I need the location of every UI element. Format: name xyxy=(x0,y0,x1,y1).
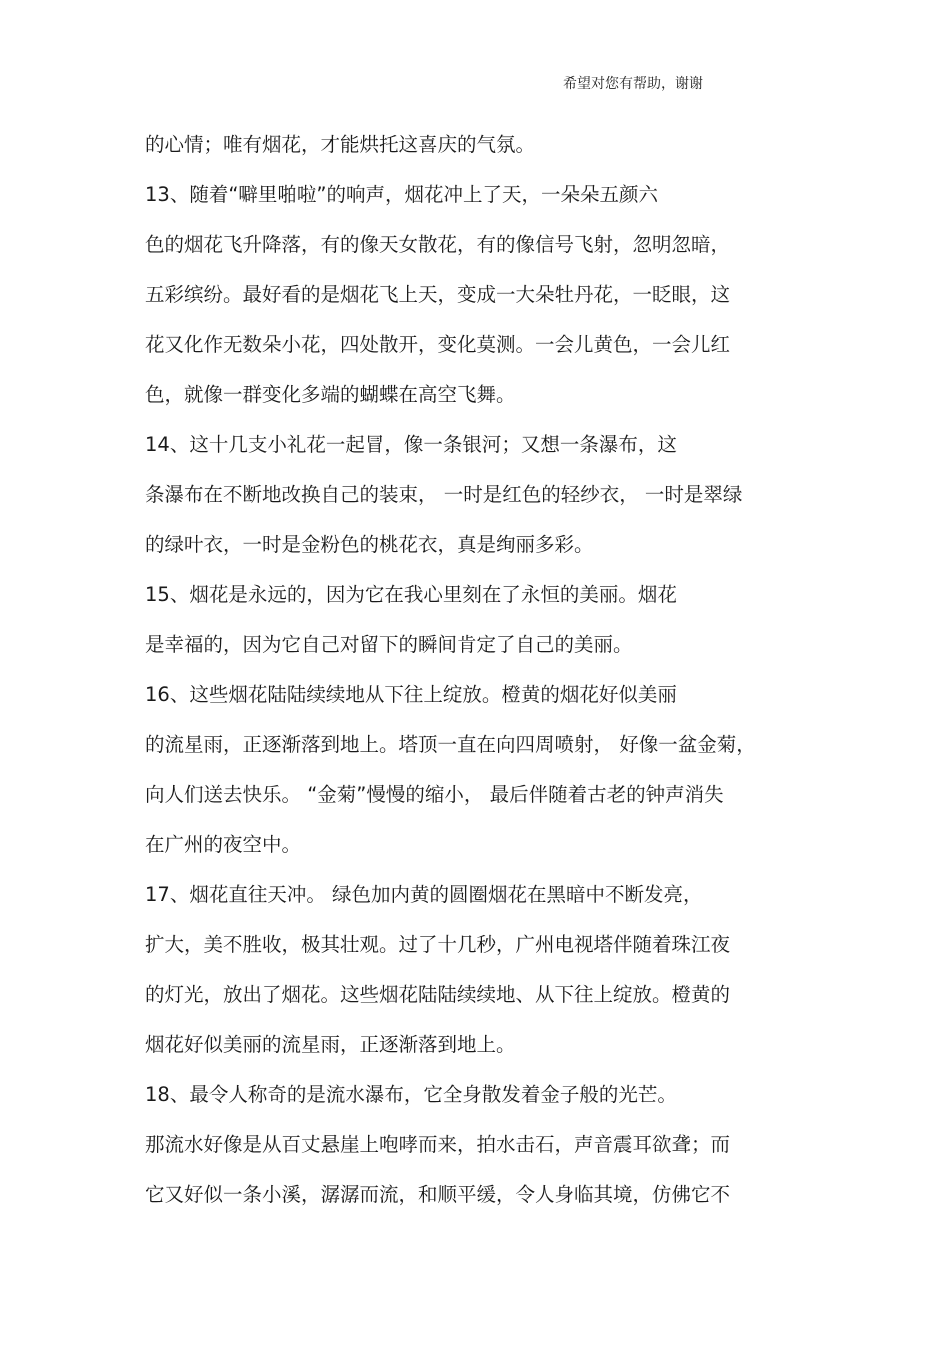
text-line: 烟花好似美丽的流星雨，正逐渐落到地上。 xyxy=(145,1033,516,1056)
text-line: 14、这十几支小礼花一起冒，像一条银河；又想一条瀑布，这 xyxy=(145,433,677,456)
text-line: 它又好似一条小溪，潺潺而流，和顺平缓，令人身临其境，仿佛它不 xyxy=(145,1183,731,1206)
text-line: 向人们送去快乐。 “金菊”慢慢的缩小， 最后伴随着古老的钟声消失 xyxy=(145,783,724,806)
text-line: 那流水好像是从百丈悬崖上咆哮而来，拍水击石，声音震耳欲聋；而 xyxy=(145,1133,731,1156)
text-line: 五彩缤纷。最好看的是烟花飞上天，变成一大朵牡丹花，一眨眼，这 xyxy=(145,283,731,306)
text-line: 色，就像一群变化多端的蝴蝶在高空飞舞。 xyxy=(145,383,516,406)
text-line: 的灯光，放出了烟花。这些烟花陆陆续续地、从下往上绽放。橙黄的 xyxy=(145,983,731,1006)
text-line: 的流星雨，正逐渐落到地上。塔顶一直在向四周喷射， 好像一盆金菊， xyxy=(145,733,756,756)
text-line: 花又化作无数朵小花，四处散开，变化莫测。一会儿黄色，一会儿红 xyxy=(145,333,731,356)
text-line: 18、最令人称奇的是流水瀑布，它全身散发着金子般的光芒。 xyxy=(145,1083,677,1106)
text-line: 13、随着“噼里啪啦”的响声，烟花冲上了天，一朵朵五颜六 xyxy=(145,183,659,206)
text-line: 15、烟花是永远的，因为它在我心里刻在了永恒的美丽。烟花 xyxy=(145,583,677,606)
text-line: 色的烟花飞升降落，有的像天女散花，有的像信号飞射，忽明忽暗， xyxy=(145,233,731,256)
text-line: 在广州的夜空中。 xyxy=(145,833,302,856)
header-note: 希望对您有帮助，谢谢 xyxy=(563,76,703,92)
text-line: 扩大，美不胜收，极其壮观。过了十几秒，广州电视塔伴随着珠江夜 xyxy=(145,933,731,956)
text-line: 是幸福的，因为它自己对留下的瞬间肯定了自己的美丽。 xyxy=(145,633,633,656)
text-line: 的绿叶衣，一时是金粉色的桃花衣，真是绚丽多彩。 xyxy=(145,533,594,556)
text-line: 17、烟花直往天冲。 绿色加内黄的圆圈烟花在黑暗中不断发亮， xyxy=(145,883,703,906)
text-line: 条瀑布在不断地改换自己的装束， 一时是红色的轻纱衣， 一时是翠绿 xyxy=(145,483,743,506)
text-line: 的心情；唯有烟花，才能烘托这喜庆的气氛。 xyxy=(145,133,536,156)
text-line: 16、这些烟花陆陆续续地从下往上绽放。橙黄的烟花好似美丽 xyxy=(145,683,677,706)
